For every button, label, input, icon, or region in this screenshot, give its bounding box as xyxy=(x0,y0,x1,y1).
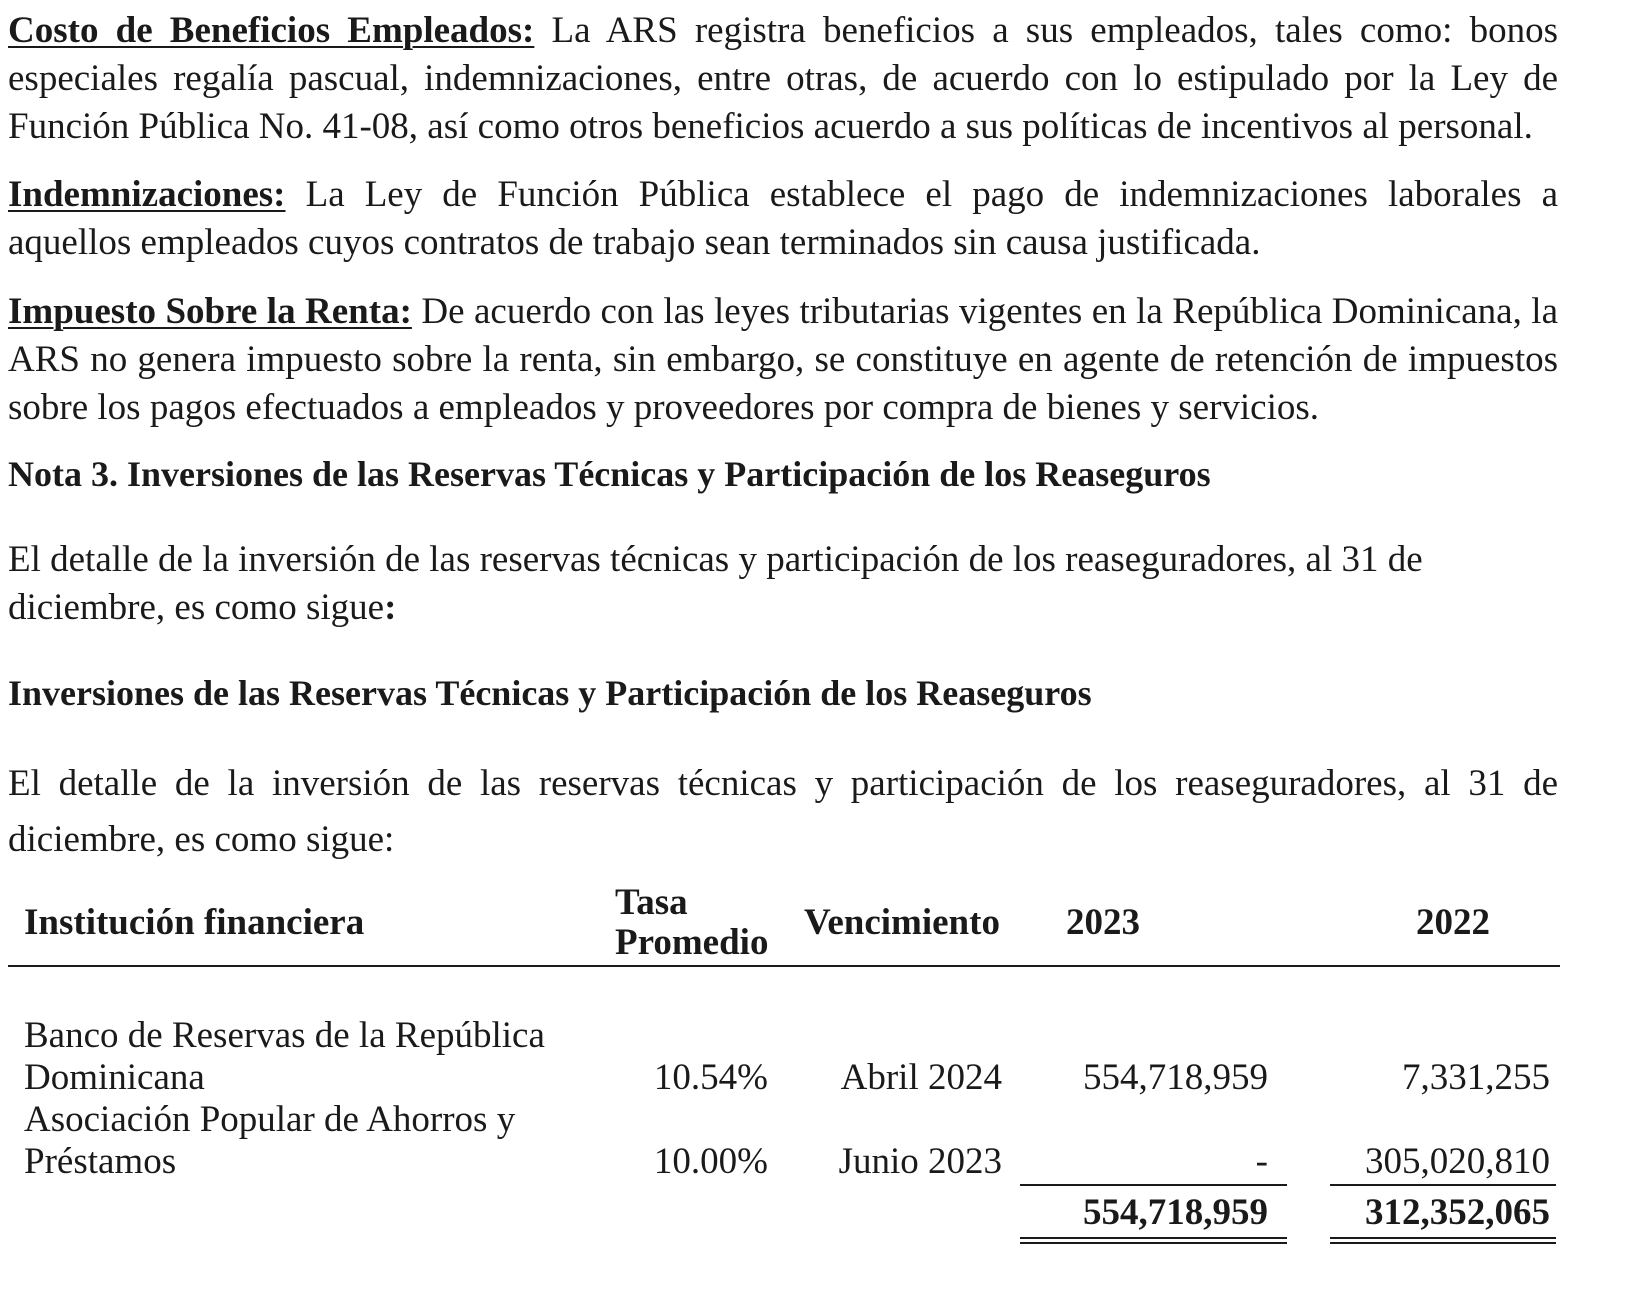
costo-beneficios-label: Costo de Beneficios Empleados: xyxy=(8,10,535,51)
nota3-intro xyxy=(8,536,1558,632)
nota3-intro-line2 xyxy=(8,584,1558,632)
row1-institution-line1: Banco de Reservas de la República xyxy=(24,1015,545,1056)
total-double-rule-2023-a xyxy=(1020,1237,1287,1239)
costo-beneficios-paragraph xyxy=(8,7,1558,151)
subsection-heading: Inversiones de las Reservas Técnicas y Participación de los Reaseguros xyxy=(8,673,1092,713)
total-double-rule-2023-b xyxy=(1020,1242,1287,1244)
row2-rate: 10.00% xyxy=(653,1141,768,1182)
total-double-rule-2022-b xyxy=(1330,1242,1556,1244)
nota3-intro-colon: : xyxy=(384,587,397,628)
row1-value-2023: 554,718,959 xyxy=(1083,1057,1268,1098)
row1-maturity: Abril 2024 xyxy=(840,1057,1002,1098)
row2-maturity: Junio 2023 xyxy=(838,1141,1002,1182)
indemnizaciones-paragraph xyxy=(8,171,1558,267)
col-header-2022: 2022 xyxy=(1416,902,1490,943)
header-rule xyxy=(8,965,1560,967)
col-header-maturity: Vencimiento xyxy=(804,902,1000,943)
costo-beneficios-text: La ARS registra beneficios a sus empleados, tales como: bonos especiales regalía pascual, indemnizaciones, entre otras, de acuerdo con lo estipulado por la Ley de Función Pública No. 41-08, así como otros beneficios acuerdo a sus políticas de incentivos al personal. xyxy=(8,10,1558,147)
subtotal-rule-2022 xyxy=(1330,1184,1556,1186)
col-header-2023: 2023 xyxy=(1066,902,1140,943)
indemnizaciones-label: Indemnizaciones: xyxy=(8,174,286,215)
total-2022: 312,352,065 xyxy=(1365,1192,1550,1233)
row1-value-2022: 7,331,255 xyxy=(1402,1057,1550,1098)
impuesto-renta-text: De acuerdo con las leyes tributarias vigentes en la República Dominicana, la ARS no genera impuesto sobre la renta, sin embargo, se constituye en agente de retención de impuestos sobre los pagos efectuados a empleados y proveedores por compra de bienes y servicios. xyxy=(8,291,1559,428)
row2-institution-line1: Asociación Popular de Ahorros y xyxy=(24,1099,516,1140)
total-2023: 554,718,959 xyxy=(1083,1192,1268,1233)
col-header-rate-line1: Tasa xyxy=(615,882,688,923)
nota3-intro-line2-text: diciembre, es como sigue xyxy=(8,587,385,628)
subtotal-rule-2023 xyxy=(1020,1184,1287,1186)
row2-value-2022: 305,020,810 xyxy=(1365,1141,1550,1182)
nota3-heading: Nota 3. Inversiones de las Reservas Técnicas y Participación de los Reaseguros xyxy=(8,454,1211,494)
row1-rate: 10.54% xyxy=(653,1057,768,1098)
row2-institution-line2: Préstamos xyxy=(24,1141,177,1182)
col-header-rate-line2: Promedio xyxy=(615,922,769,963)
nota3-intro-line1: El detalle de la inversión de las reservas técnicas y participación de los reaseguradores, al 31 de xyxy=(8,539,1423,580)
indemnizaciones-text: La Ley de Función Pública establece el pago de indemnizaciones laborales a aquellos empleados cuyos contratos de trabajo sean terminados sin causa justificada. xyxy=(8,174,1558,263)
total-double-rule-2022-a xyxy=(1330,1237,1556,1239)
col-header-institution: Institución financiera xyxy=(24,902,365,943)
row2-value-2023: - xyxy=(1255,1141,1268,1182)
subsection-intro: El detalle de la inversión de las reservas técnicas y participación de los reaseguradores, al 31 de diciembre, es como sigue: xyxy=(8,763,1558,860)
row1-institution-line2: Dominicana xyxy=(24,1057,205,1098)
impuesto-renta-label: Impuesto Sobre la Renta: xyxy=(8,291,412,332)
impuesto-renta-paragraph xyxy=(8,288,1558,432)
